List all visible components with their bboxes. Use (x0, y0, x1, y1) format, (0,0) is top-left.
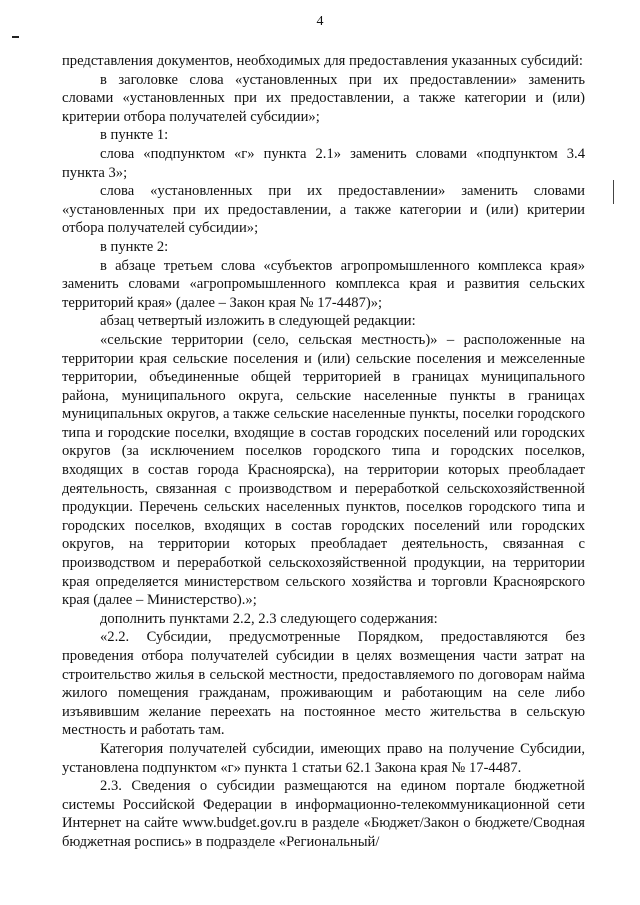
paragraph: «2.2. Субсидии, предусмотренные Порядком, предоставляются без проведения отбора получателей субсидии в целях возмещения части затрат на строительство жилья в сельской местности, предоставляемого по договорам найма жилого помещения гражданам, проживающим и работающим на селе либо изъявившим желание переехать на постоянное место жительства в сельскую местность и работать там. (62, 629, 585, 739)
paragraph: «сельские территории (село, сельская местность)» – расположенные на территории края сельские поселения и (или) сельские поселения и межселенные территории, объединенные общей территорией в границах муниципального района, муниципального округа, сельские населенные пункты в границах муниципальных округов, а также сельские населенные пункты, поселки городского типа и городские поселки, входящие в состав городских поселений или городских округов (за исключением поселков городского типа и городских поселков, входящих в состав города Красноярска), на территории которых преобладает деятельность, связанная с производством и переработкой сельскохозяйственной продукции. Перечень сельских населенных пунктов, поселков городского типа и городских поселков, входящих в состав городских поселений или городских округов, на территории которых преобладает деятельность, связанная с производством и переработкой сельскохозяйственной продукции, на территории края определяется министерством сельского хозяйства и торговли Красноярского края (далее – Министерство).»; (62, 331, 585, 609)
paragraph: в заголовке слова «установленных при их предоставлении» заменить словами «установленных при их предоставлении, а также категории и (или) критерии отбора получателей субсидии»; (62, 71, 585, 125)
page-number: 4 (316, 14, 324, 29)
paragraph: Категория получателей субсидии, имеющих право на получение Субсидии, установлена подпунктом «г» пункта 1 статьи 62.1 Закона края № 17-4487. (62, 740, 585, 776)
document-body (62, 52, 585, 852)
paragraph: в пункте 2: (100, 238, 169, 255)
paragraph: дополнить пунктами 2.2, 2.3 следующего содержания: (100, 610, 438, 627)
paragraph: в пункте 1: (100, 127, 169, 144)
paragraph: слова «подпунктом «г» пункта 2.1» заменить словами «подпунктом 3.4 пункта 3»; (62, 145, 585, 181)
paragraph: слова «установленных при их предоставлении» заменить словами «установленных при их предоставлении, а также категории и (или) критерии отбора получателей субсидии»; (62, 183, 585, 237)
paragraph: абзац четвертый изложить в следующей редакции: (100, 313, 416, 330)
scan-mark (12, 36, 19, 38)
paragraph: в абзаце третьем слова «субъектов агропромышленного комплекса края» заменить словами «агропромышленного комплекса края и развития сельских территорий края» (далее – Закон края № 17-4487)»; (62, 257, 585, 311)
paragraph: 2.3. Сведения о субсидии размещаются на едином портале бюджетной системы Российской Федерации в информационно-телекоммуникационной сети Интернет на сайте www.budget.gov.ru в разделе «Бюджет/Закон о бюджете/Сводная бюджетная роспись» в подразделе «Региональный/ (62, 778, 585, 850)
paragraph: представления документов, необходимых для предоставления указанных субсидий: (62, 53, 583, 69)
scan-mark (613, 180, 614, 204)
